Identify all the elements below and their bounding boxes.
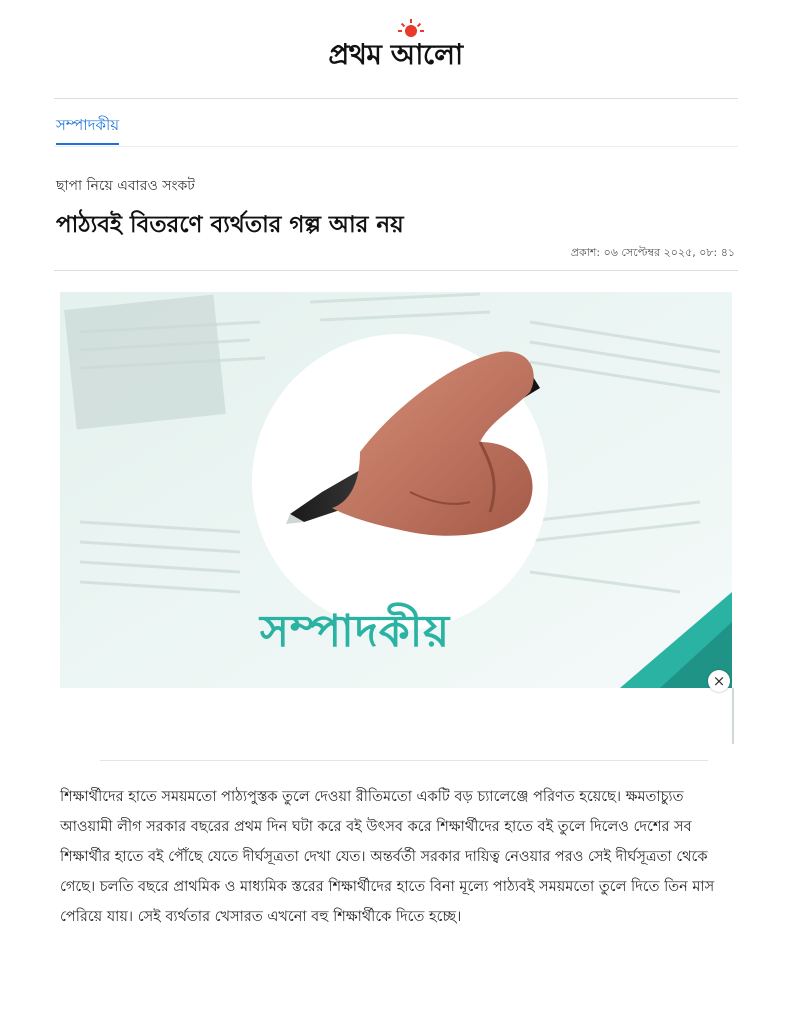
image-divider — [100, 760, 708, 761]
headline-divider — [54, 270, 738, 271]
hero-image — [60, 292, 732, 688]
logo-text: প্রথম আলো — [328, 37, 463, 71]
article-body-paragraph: শিক্ষার্থীদের হাতে সময়মতো পাঠ্যপুস্তক তুলে দেওয়া রীতিমতো একটি বড় চ্যালেঞ্জে পরিণত হয়েছে। ক্ষমতাচ্যুত আওয়ামী লীগ সরকার বছরের প্রথম দিন ঘটা করে বই উৎসব করে শিক্ষার্থীদের হাতে বই তুলে দিলেও দেশের সব শিক্ষার্থীর হাতে বই পৌঁছে যেতে দীর্ঘসূত্রতা দেখা যেত। অন্তর্বর্তী সরকার দায়িত্ব নেওয়ার পরও সেই দীর্ঘসূত্রতা থেকে গেছে। চলতি বছরে প্রাথমিক ও মাধ্যমিক স্তরের শিক্ষার্থীদের হাতে বিনা মূল্যে পাঠ্যবই সময়মতো তুলে দিতে তিন মাস পেরিয়ে যায়। সেই ব্যর্থতার খেসারত এখনো বহু শিক্ষার্থীকে দিতে হচ্ছে। — [60, 789, 715, 925]
site-logo[interactable] — [328, 33, 462, 80]
article-subhead: ছাপা নিয়ে এবারও সংকট — [56, 178, 195, 194]
sun-icon — [398, 19, 424, 37]
close-ad-button[interactable]: × — [708, 670, 730, 692]
section-link-editorial[interactable]: সম্পাদকীয় — [56, 114, 119, 145]
ad-slot — [60, 688, 734, 744]
section-divider — [54, 146, 738, 147]
publish-time: প্রকাশ: ০৬ সেপ্টেম্বর ২০২৫, ০৮: ৪১ — [570, 246, 735, 259]
article-headline: পাঠ্যবই বিতরণে ব্যর্থতার গল্প আর নয় — [56, 212, 404, 238]
masthead — [0, 28, 791, 84]
header-divider — [54, 98, 738, 99]
hero-overlay-title: সম্পাদকীয় — [260, 606, 451, 657]
